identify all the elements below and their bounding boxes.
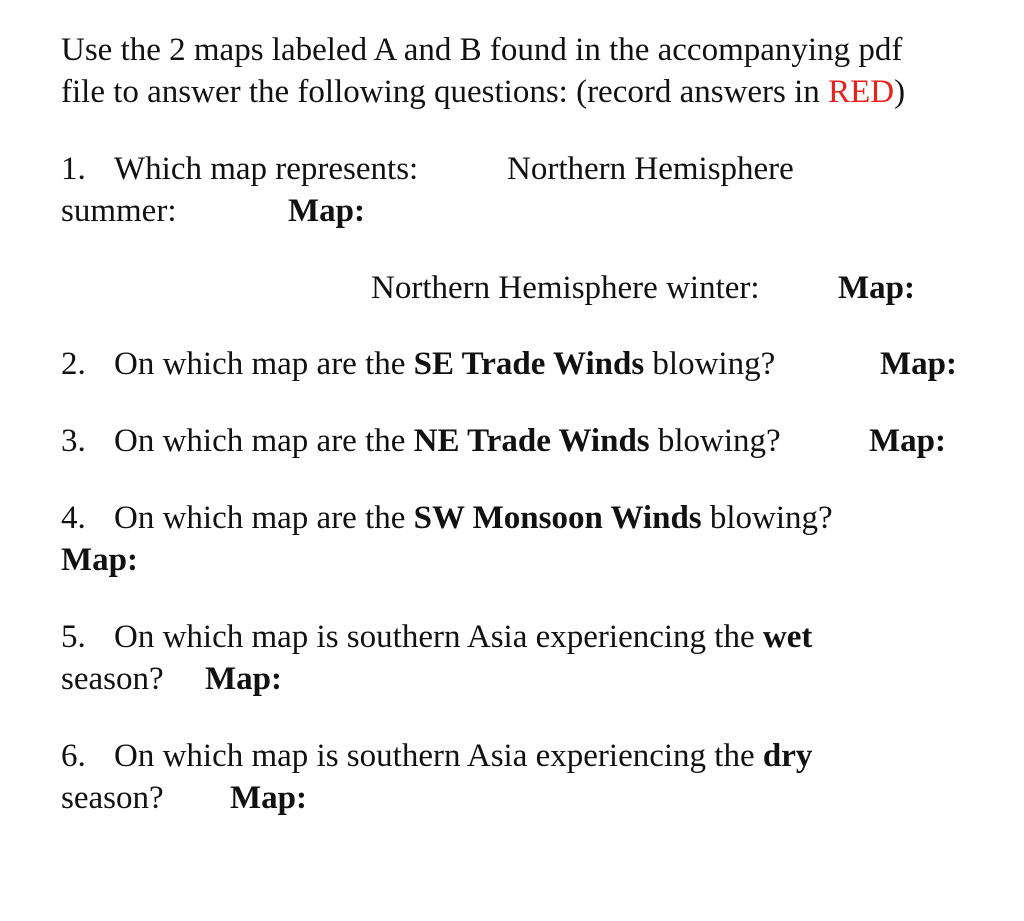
question-4-line (61, 497, 833, 539)
question-5-number: 5. (61, 619, 86, 655)
question-1-sub-text: Northern Hemisphere winter: (371, 270, 760, 306)
question-1-sub-map-label (838, 267, 915, 309)
question-1-number: 1. (61, 151, 86, 187)
question-4-map-label (61, 539, 138, 581)
question-2-line (61, 343, 775, 385)
question-6-line-1 (61, 735, 812, 777)
question-6-map-label (230, 777, 307, 819)
question-6-line-2 (61, 777, 164, 819)
question-4-text-post: blowing? (701, 500, 833, 536)
question-6-number: 6. (61, 738, 86, 774)
question-2-text-pre: On which map are the (114, 346, 414, 382)
intro-line-2 (61, 71, 905, 113)
intro-line-1 (61, 29, 902, 71)
question-1-map-text: Map: (288, 193, 365, 229)
question-5-text-line2: season? (61, 661, 164, 697)
question-6-text-bold: dry (762, 738, 813, 774)
question-6-text-pre: On which map is southern Asia experiencing the (114, 738, 763, 774)
question-4-number: 4. (61, 500, 86, 536)
question-3-map-text: Map: (869, 423, 946, 459)
question-1-line-1 (61, 148, 418, 190)
question-2-map-text: Map: (880, 346, 957, 382)
question-5-text-bold: wet (762, 619, 813, 655)
question-3-number: 3. (61, 423, 86, 459)
question-5-line-1 (61, 616, 812, 658)
question-1-text-c: summer: (61, 193, 177, 229)
question-2-number: 2. (61, 346, 86, 382)
intro-red-word: RED (828, 74, 895, 110)
question-3-map-label (869, 420, 946, 462)
intro-close-paren: ) (894, 74, 906, 110)
question-1-sub-map-text: Map: (838, 270, 915, 306)
question-2-text-post: blowing? (644, 346, 776, 382)
question-4-text-pre: On which map are the (114, 500, 414, 536)
question-2-map-label (880, 343, 957, 385)
question-1-line-1b (507, 148, 794, 190)
question-3-text-bold: NE Trade Winds (413, 423, 650, 459)
intro-text-1: Use the 2 maps labeled A and B found in the accompanying pdf (61, 32, 903, 68)
question-1-map-label (288, 190, 365, 232)
question-2-text-bold: SE Trade Winds (413, 346, 645, 382)
question-5-line-2 (61, 658, 164, 700)
question-4-map-text: Map: (61, 542, 138, 578)
question-1-sub-line (371, 267, 760, 309)
question-3-text-pre: On which map are the (114, 423, 414, 459)
question-1-line-2 (61, 190, 176, 232)
question-6-text-line2: season? (61, 780, 164, 816)
question-5-map-text: Map: (205, 661, 282, 697)
question-4-text-bold: SW Monsoon Winds (413, 500, 702, 536)
question-3-text-post: blowing? (649, 423, 781, 459)
intro-text-2: file to answer the following questions: (record answers in (61, 74, 829, 110)
question-6-map-text: Map: (230, 780, 307, 816)
question-5-text-pre: On which map is southern Asia experiencing the (114, 619, 763, 655)
question-1-text-a: Which map represents: (114, 151, 419, 187)
question-5-map-label (205, 658, 282, 700)
question-1-text-b: Northern Hemisphere (507, 151, 794, 187)
question-3-line (61, 420, 781, 462)
